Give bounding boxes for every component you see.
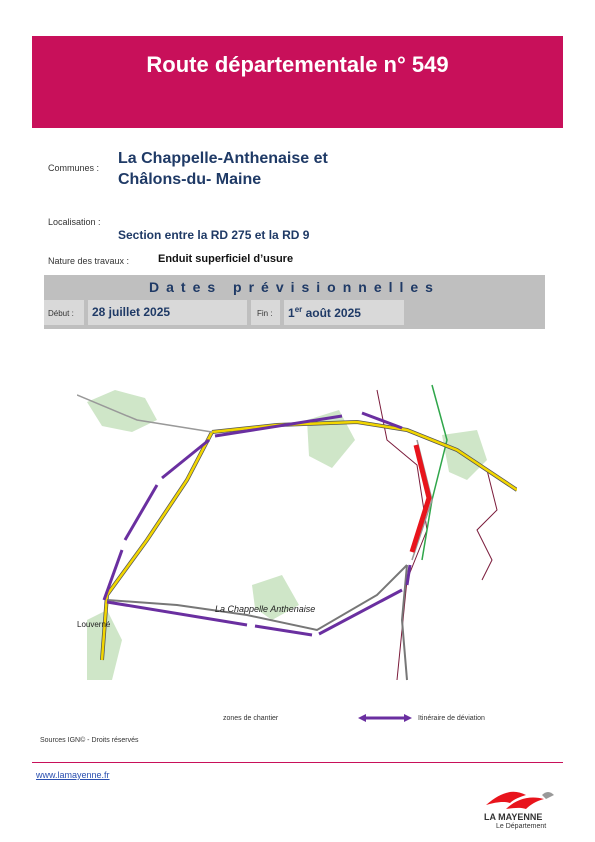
nature-label: Nature des travaux : (48, 256, 130, 266)
forest-area-1 (87, 390, 157, 432)
road-west (102, 432, 212, 660)
debut-value-cell (88, 300, 247, 325)
town-label-louverne: Louverné (77, 620, 111, 629)
map-sources: Sources IGN© - Droits réservés (40, 737, 139, 744)
commune-boundary-2 (477, 470, 497, 580)
logo-subtext: Le Département (496, 823, 547, 830)
communes-line1: La Chappelle-Anthenaise et (118, 150, 328, 167)
town-label-chappelle: La Chappelle Anthenaise (215, 604, 316, 614)
communes-line2: Châlons-du- Maine (118, 171, 262, 188)
legend-work-zone: zones de chantier (223, 715, 279, 722)
page-title: Route départementale n° 549 (146, 52, 449, 77)
debut-value: 28 juillet 2025 (92, 305, 171, 319)
deviation-map (77, 380, 517, 685)
fin-label-cell (251, 300, 280, 325)
fin-value (288, 305, 361, 320)
title-banner (32, 36, 563, 128)
dates-panel (44, 275, 545, 329)
website-link[interactable]: www.lamayenne.fr (36, 770, 110, 780)
fin-value-cell (284, 300, 404, 325)
fin-rest: août 2025 (302, 306, 361, 320)
legend-deviation: Itinéraire de déviation (418, 715, 485, 722)
fin-label: Fin : (257, 309, 273, 318)
deviation-segment (319, 590, 402, 634)
dates-title: Dates prévisionnelles (149, 279, 440, 295)
localisation-label: Localisation : (48, 217, 101, 227)
fin-day: 1 (288, 306, 295, 320)
la-mayenne-logo-icon (484, 785, 556, 813)
communes-label: Communes : (48, 163, 100, 173)
localisation-value: Section entre la RD 275 et la RD 9 (118, 228, 310, 242)
fin-sup: er (294, 305, 303, 314)
logo-text: LA MAYENNE (484, 812, 543, 822)
debut-label-cell (44, 300, 84, 325)
deviation-segment (162, 440, 209, 478)
footer-divider (32, 762, 563, 763)
debut-label: Début : (48, 309, 74, 318)
nature-value: Enduit superficiel d’usure (158, 253, 294, 265)
legend-deviation-arrow (358, 713, 412, 723)
